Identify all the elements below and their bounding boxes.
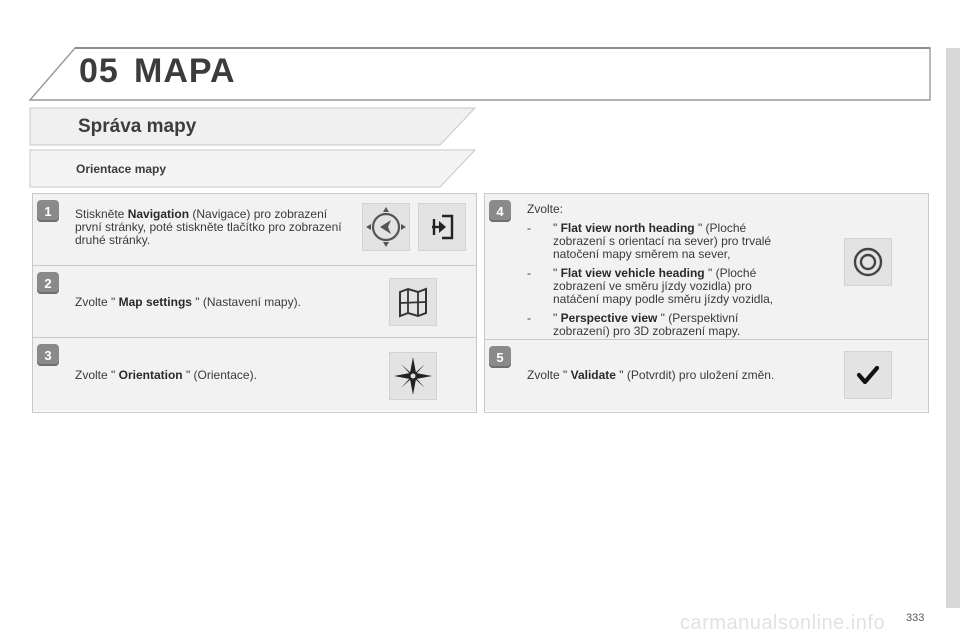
option-flat-north <box>527 222 797 261</box>
option-text-b: " (Ploché zobrazení ve směru jízdy vozidla) pro natáčení mapy podle směru jízdy vozidla, <box>553 266 774 306</box>
option-text-a: " <box>553 311 561 325</box>
step-5 <box>485 340 928 411</box>
step-3-text-a: Zvolte " <box>75 368 119 382</box>
step-2-text-a: Zvolte " <box>75 295 119 309</box>
step-badge-5: 5 <box>489 346 511 368</box>
step-badge-1: 1 <box>37 200 59 222</box>
watermark: carmanualsonline.info <box>680 612 886 634</box>
step-5-keyword: Validate <box>570 368 616 382</box>
orientation-compass-icon <box>389 352 437 400</box>
step-1-text <box>75 208 355 247</box>
option-dash: - <box>527 266 531 280</box>
option-text-b: " (Ploché zobrazení s orientací na sever) pro trvalé natočení mapy směrem na sever, <box>553 221 772 261</box>
option-flat-vehicle <box>527 267 797 306</box>
option-text-a: " <box>553 266 561 280</box>
step-2-text <box>75 296 375 309</box>
step-2-text-b: " (Nastavení mapy). <box>191 295 301 309</box>
option-text-a: " <box>553 221 561 235</box>
step-1-keyword: Navigation <box>127 207 190 221</box>
option-keyword: Flat view north heading <box>560 221 695 235</box>
section-title: Správa mapy <box>78 116 197 137</box>
checkmark-icon <box>844 351 892 399</box>
step-badge-2: 2 <box>37 272 59 294</box>
option-text-b: " (Perspektivní zobrazení) pro 3D zobrazení mapy. <box>553 311 741 338</box>
next-page-icon <box>418 203 466 251</box>
step-1 <box>33 194 476 266</box>
step-5-text <box>527 369 827 382</box>
map-settings-icon <box>389 278 437 326</box>
navigation-compass-icon <box>362 203 410 251</box>
option-perspective <box>527 312 797 338</box>
chapter-number: 05 <box>79 52 119 90</box>
view-target-icon <box>844 238 892 286</box>
subsection-title: Orientace mapy <box>76 162 167 176</box>
step-4-intro: Zvolte: <box>527 202 564 216</box>
step-4-text <box>527 203 797 344</box>
step-1-text-b: (Navigace) pro zobrazení první stránky, poté stiskněte tlačítko pro zobrazení druhé stránky. <box>75 207 342 247</box>
step-5-text-a: Zvolte " <box>527 368 571 382</box>
step-3-text-b: " (Orientace). <box>182 368 257 382</box>
step-3-text <box>75 369 375 382</box>
step-3 <box>33 338 476 411</box>
step-2-keyword: Map settings <box>118 295 192 309</box>
step-5-text-b: " (Potvrdit) pro uložení změn. <box>615 368 775 382</box>
option-dash: - <box>527 221 531 235</box>
step-badge-3: 3 <box>37 344 59 366</box>
chapter-title: MAPA <box>134 52 236 90</box>
step-1-text-a: Stiskněte <box>75 207 128 221</box>
step-3-keyword: Orientation <box>118 368 183 382</box>
step-badge-4: 4 <box>489 200 511 222</box>
option-keyword: Flat view vehicle heading <box>560 266 705 280</box>
step-2 <box>33 266 476 338</box>
option-keyword: Perspective view <box>560 311 658 325</box>
orientation-options-list <box>527 222 797 338</box>
option-dash: - <box>527 311 531 325</box>
step-4 <box>485 194 928 340</box>
page-number: 333 <box>906 612 925 624</box>
